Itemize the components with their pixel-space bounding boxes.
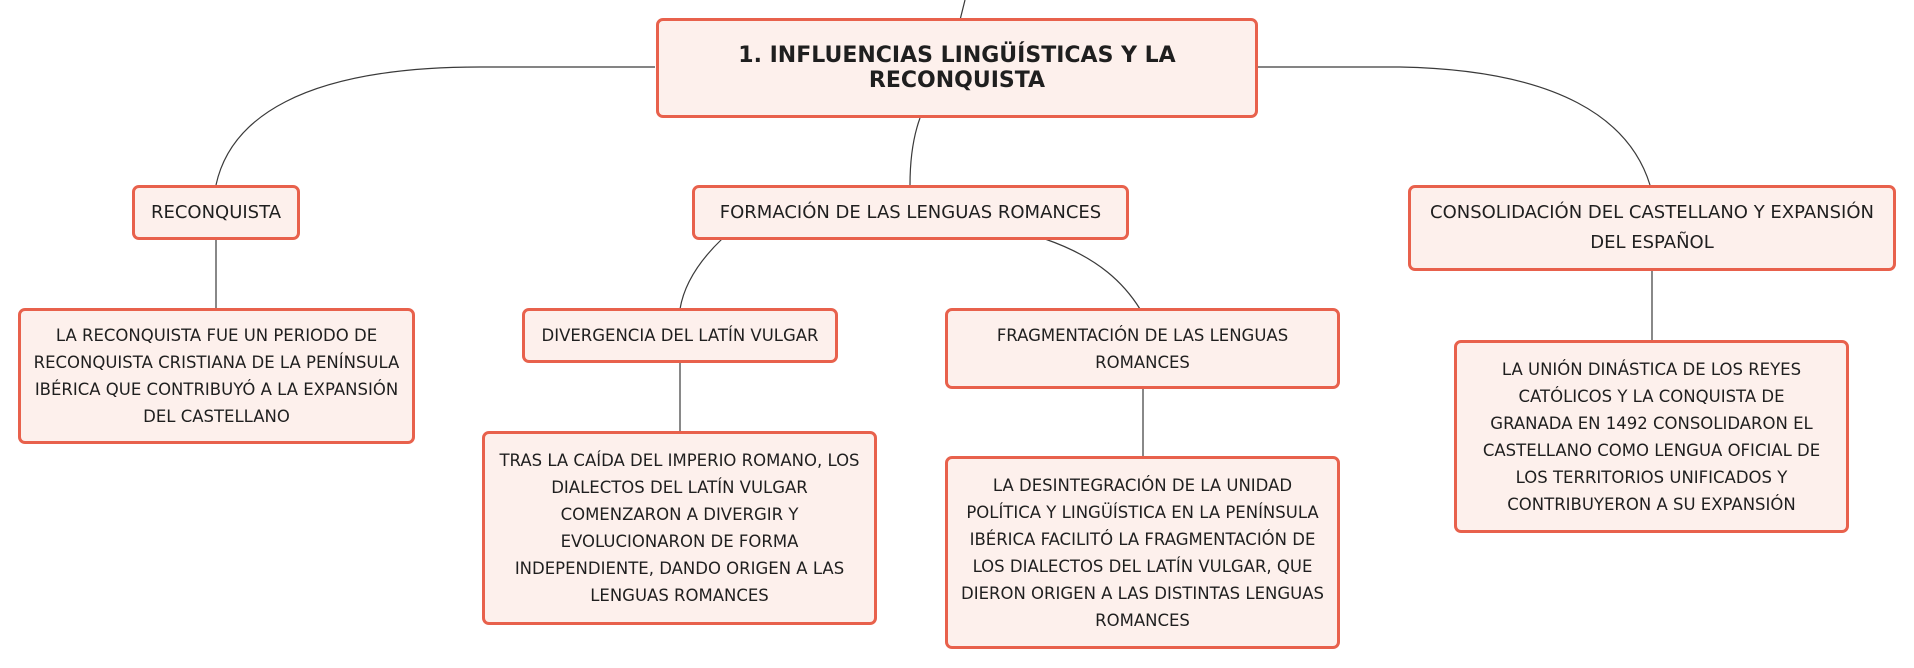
- connector-formacion-fragmentacion: [1045, 239, 1140, 309]
- root-topic-label: 1. INFLUENCIAS LINGÜÍSTICAS Y LA RECONQUISTA: [738, 43, 1176, 93]
- topic-reconquista[interactable]: [132, 185, 300, 240]
- topic-consolidacion[interactable]: [1408, 185, 1896, 271]
- subtopic-fragmentacion-label: FRAGMENTACIÓN DE LAS LENGUAS ROMANCES: [996, 325, 1289, 372]
- connector-formacion-divergencia: [680, 239, 722, 309]
- detail-reconquista-text: LA RECONQUISTA FUE UN PERIODO DE RECONQUISTA CRISTIANA DE LA PENÍNSULA IBÉRICA QUE CONTRIBUYÓ A LA EXPANSIÓN DEL CASTELLANO: [33, 326, 400, 426]
- connector-root-consolidacion: [1257, 67, 1650, 185]
- detail-consolidacion-text: LA UNIÓN DINÁSTICA DE LOS REYES CATÓLICOS Y LA CONQUISTA DE GRANADA EN 1492 CONSOLIDARON EL CASTELLANO COMO LENGUA OFICIAL DE LOS TERRITORIOS UNIFICADOS Y CONTRIBUYERON A SU EXPANSIÓN: [1482, 359, 1821, 514]
- detail-divergencia[interactable]: [482, 431, 877, 625]
- connector-root-formacion: [910, 118, 920, 185]
- subtopic-divergencia-label: DIVERGENCIA DEL LATÍN VULGAR: [541, 326, 819, 345]
- detail-divergencia-text: TRAS LA CAÍDA DEL IMPERIO ROMANO, LOS DIALECTOS DEL LATÍN VULGAR COMENZARON A DIVERGIR Y EVOLUCIONARON DE FORMA INDEPENDIENTE, DANDO ORIGEN A LAS LENGUAS ROMANCES: [499, 451, 860, 605]
- detail-fragmentacion[interactable]: [945, 456, 1340, 649]
- subtopic-divergencia[interactable]: [522, 308, 838, 363]
- detail-reconquista[interactable]: [18, 308, 415, 444]
- topic-formacion[interactable]: [692, 185, 1129, 240]
- connector-root-reconquista: [216, 67, 655, 185]
- connector-root-parent: [960, 0, 965, 20]
- subtopic-fragmentacion[interactable]: [945, 308, 1340, 389]
- detail-fragmentacion-text: LA DESINTEGRACIÓN DE LA UNIDAD POLÍTICA Y LINGÜÍSTICA EN LA PENÍNSULA IBÉRICA FACILITÓ LA FRAGMENTACIÓN DE LOS DIALECTOS DEL LATÍN VULGAR, QUE DIERON ORIGEN A LAS DISTINTAS LENGUAS ROMANCES: [961, 475, 1324, 630]
- topic-formacion-label: FORMACIÓN DE LAS LENGUAS ROMANCES: [719, 201, 1102, 223]
- root-topic-node[interactable]: [656, 18, 1258, 118]
- topic-consolidacion-label: CONSOLIDACIÓN DEL CASTELLANO Y EXPANSIÓN DEL ESPAÑOL: [1430, 202, 1874, 253]
- detail-consolidacion[interactable]: [1454, 340, 1849, 533]
- topic-reconquista-label: RECONQUISTA: [150, 201, 282, 223]
